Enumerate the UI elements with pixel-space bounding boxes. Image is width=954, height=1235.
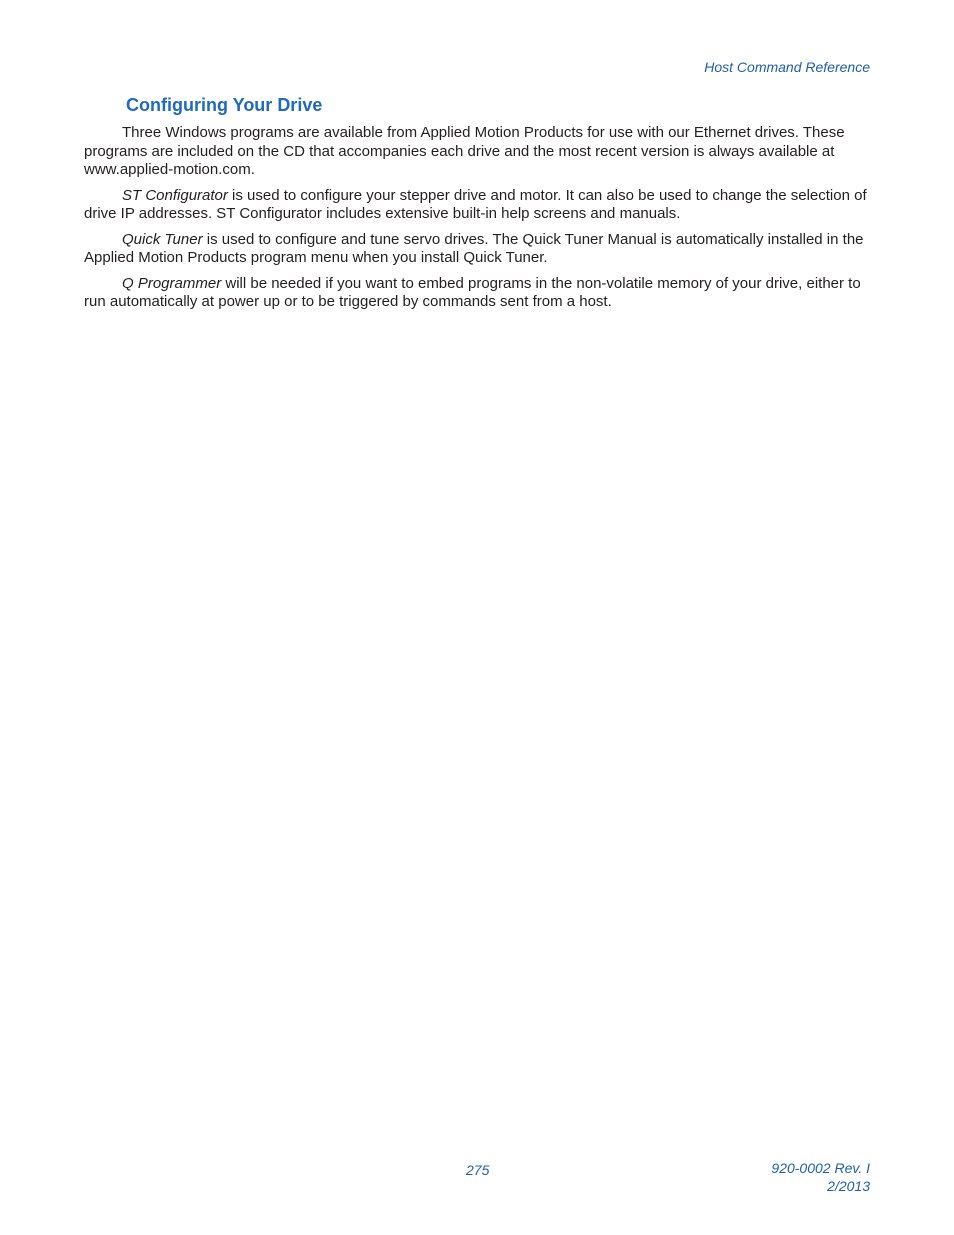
paragraph-intro-text: Three Windows programs are available from Applied Motion Products for use with our Ethernet drives. These programs are included on the CD that accompanies each drive and the most recent version is always available at www.applied-motion.com.	[84, 124, 845, 178]
program-name-st-configurator: ST Configurator	[122, 186, 228, 204]
running-header: Host Command Reference	[704, 59, 870, 75]
document-number: 920-0002 Rev. I	[771, 1160, 870, 1176]
paragraph-st-configurator	[84, 187, 874, 224]
section-title: Configuring Your Drive	[126, 95, 323, 115]
paragraph-quick-tuner-text: is used to configure and tune servo drives. The Quick Tuner Manual is automatically installed in the Applied Motion Products program menu when you install Quick Tuner.	[84, 230, 864, 266]
paragraph-st-configurator-text: is used to configure your stepper drive and motor. It can also be used to change the selection of drive IP addresses. ST Configurator includes extensive built-in help screens and manuals.	[84, 186, 867, 222]
body-text	[84, 124, 874, 319]
paragraph-q-programmer-text: will be needed if you want to embed programs in the non-volatile memory of your drive, either to run automatically at power up or to be triggered by commands sent from a host.	[84, 274, 861, 310]
program-name-q-programmer: Q Programmer	[122, 274, 222, 292]
document-info	[771, 1159, 870, 1195]
program-name-quick-tuner: Quick Tuner	[122, 230, 203, 248]
page-number: 275	[466, 1162, 490, 1178]
paragraph-quick-tuner	[84, 231, 874, 268]
paragraph-q-programmer	[84, 275, 874, 312]
paragraph-intro	[84, 124, 874, 180]
document-date: 2/2013	[827, 1178, 870, 1194]
